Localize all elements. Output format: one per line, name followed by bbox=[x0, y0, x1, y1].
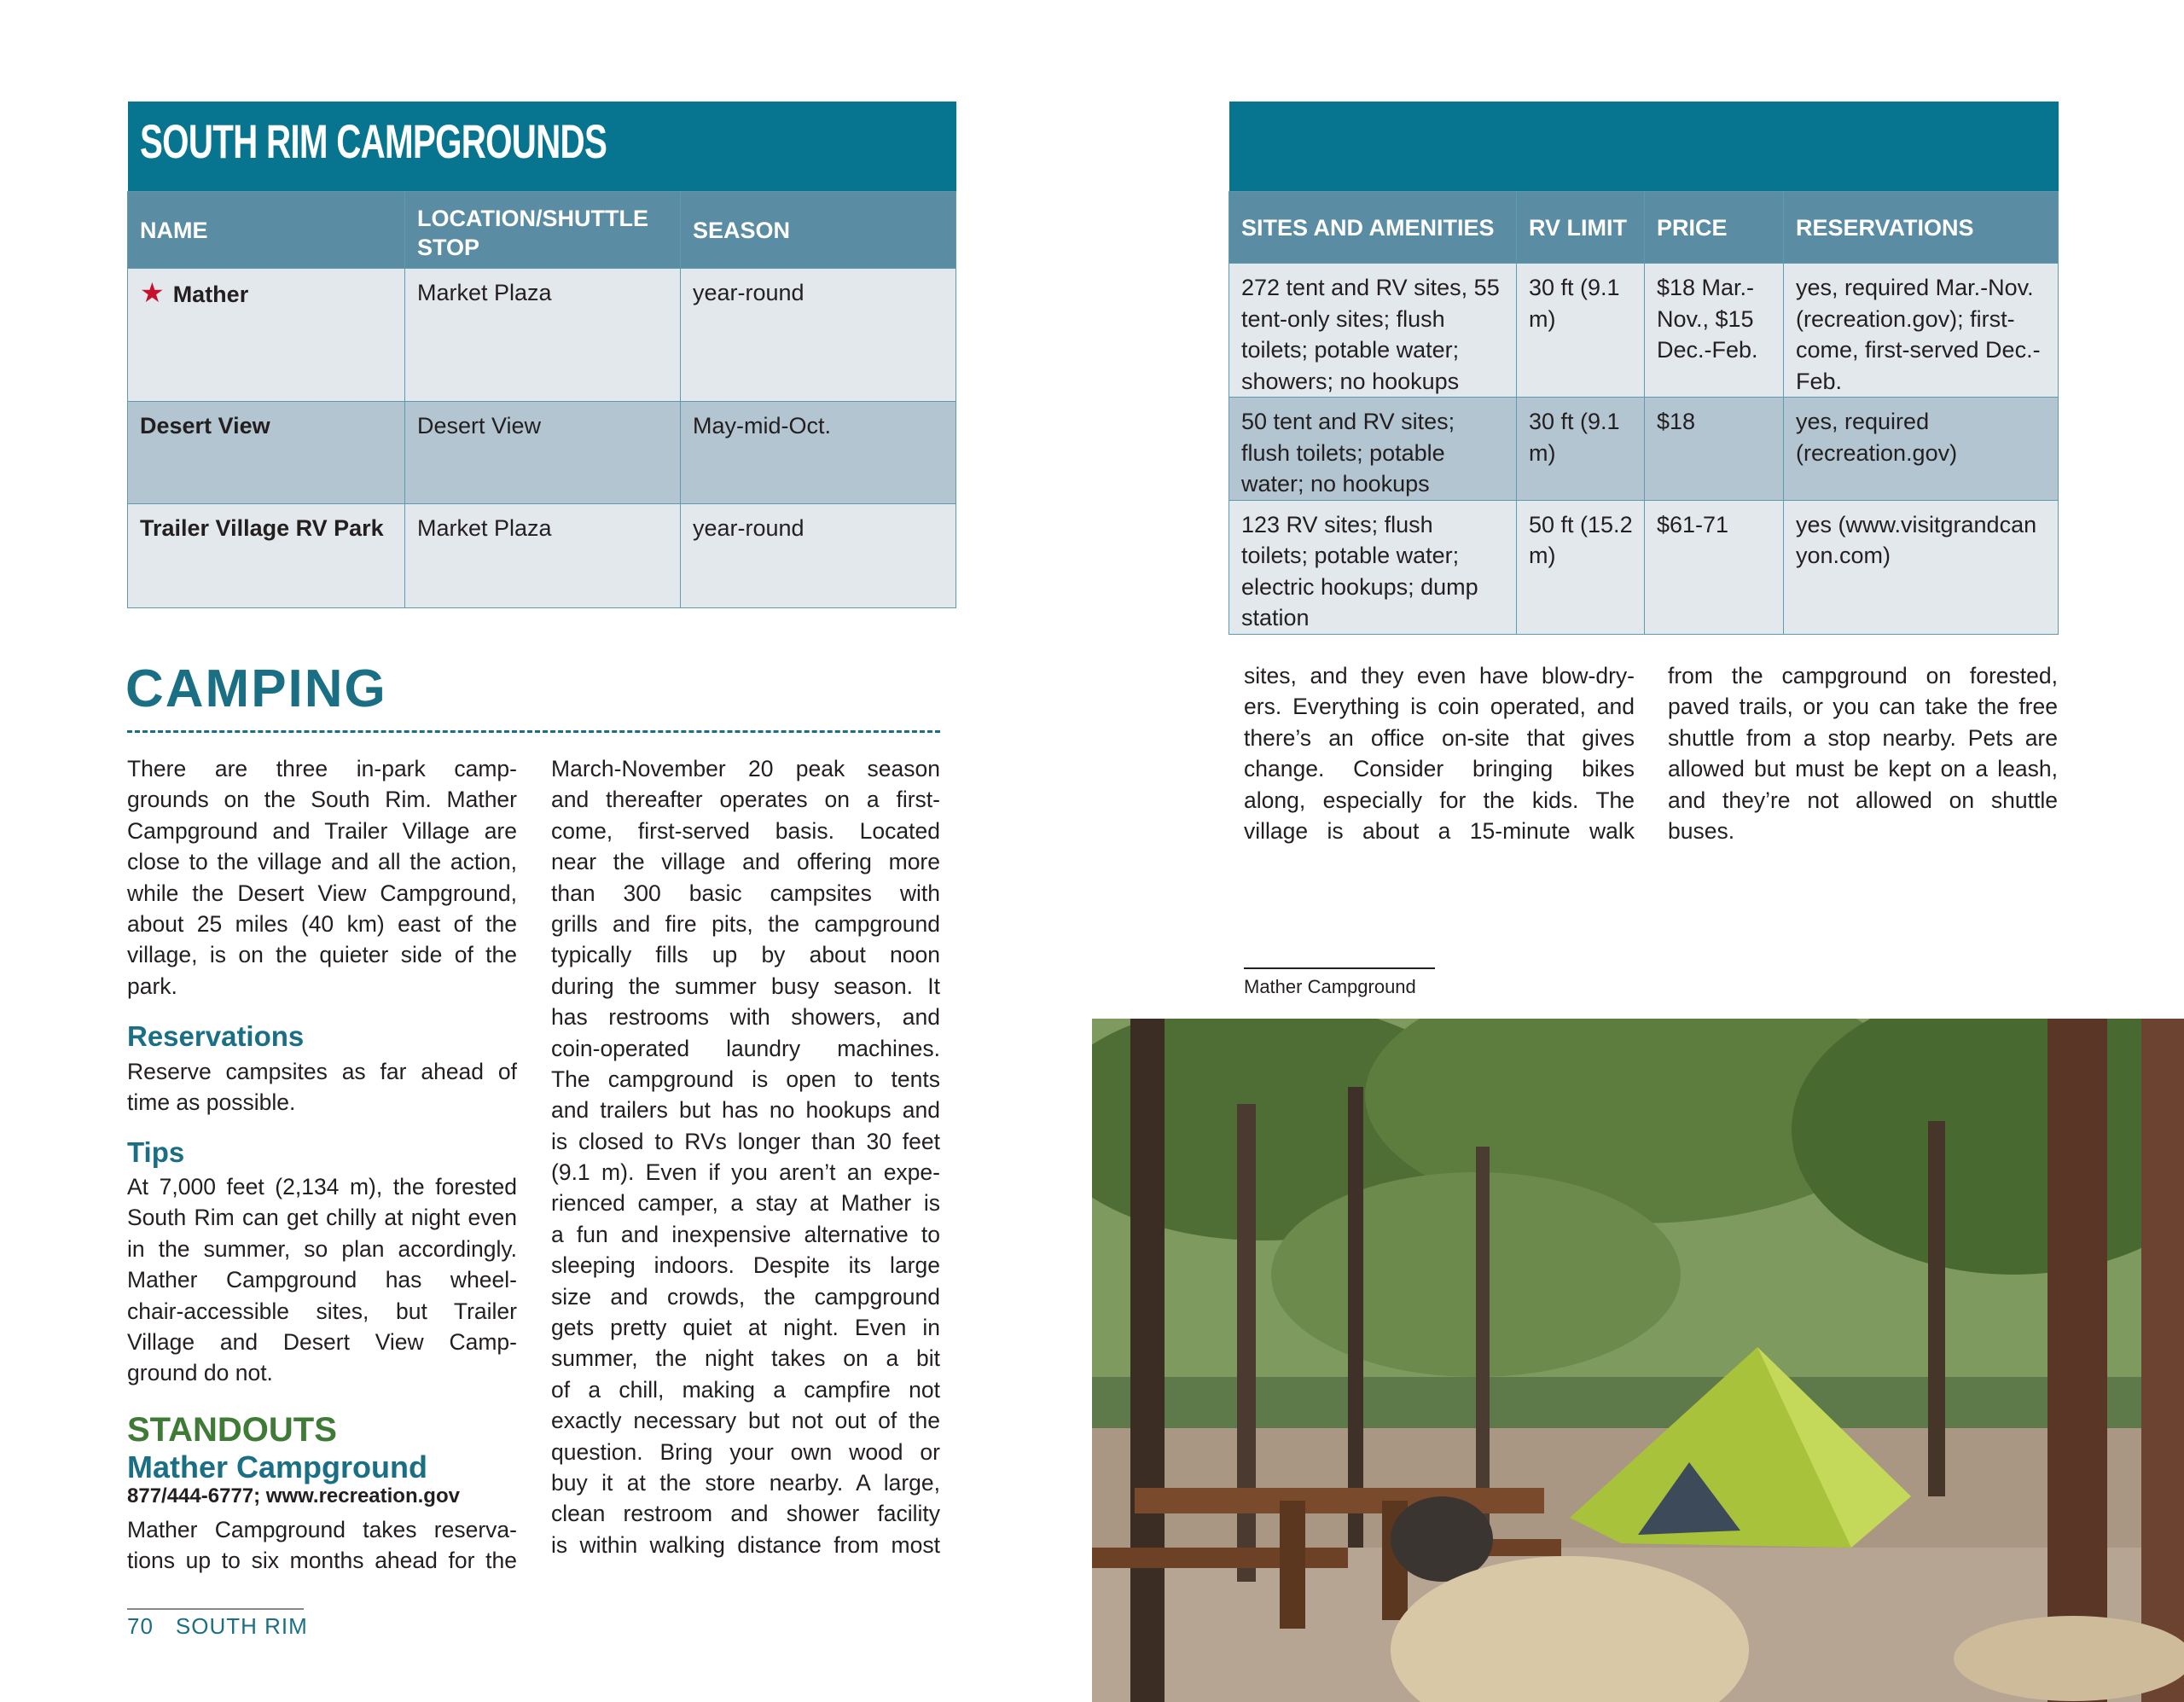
text-line: March-November 20 peak season bbox=[551, 756, 940, 781]
cell-price: $18 bbox=[1645, 398, 1784, 501]
text-line: and they’re not allowed on shuttle bbox=[1668, 787, 2058, 813]
cell-sites: 272 tent and RV sites, 55 tent-only sites; flush toilets; potable water; showers; no hookups bbox=[1229, 264, 1517, 398]
cell-location: Market Plaza bbox=[405, 504, 681, 608]
tips-text bbox=[127, 1171, 517, 1389]
table-row bbox=[128, 269, 956, 402]
text-line: in the summer, so plan accordingly. bbox=[127, 1235, 517, 1262]
text-line: there’s an office on-site that gives bbox=[1244, 724, 1635, 751]
mather-contact: 877/444-6777; www.recreation.gov bbox=[127, 1484, 460, 1507]
text-line: The campground is open to tents bbox=[551, 1066, 940, 1092]
dashed-divider bbox=[127, 730, 940, 733]
cell-rv-limit: 30 ft (9.1 m) bbox=[1517, 264, 1645, 398]
cell-season: year-round bbox=[681, 269, 956, 402]
column-header-location: LOCATION/SHUTTLE STOP bbox=[405, 192, 681, 269]
text-line: clean restroom and shower facility bbox=[551, 1501, 940, 1527]
text-line: park. bbox=[127, 973, 177, 999]
cell-season: May-mid-Oct. bbox=[681, 402, 956, 504]
text-line: has restrooms with showers, and bbox=[551, 1004, 940, 1031]
text-line: time as possible. bbox=[127, 1089, 296, 1116]
cell-sites: 50 tent and RV sites; flush toilets; potable water; no hookups bbox=[1229, 398, 1517, 501]
text-line: during the summer busy season. It bbox=[551, 973, 940, 999]
cell-reservations: yes (www.visitgrandcanyon.com) bbox=[1784, 500, 2059, 634]
section-heading-camping: CAMPING bbox=[125, 659, 387, 718]
mather-text bbox=[127, 1514, 517, 1577]
body-column-4 bbox=[1668, 660, 2058, 846]
page-number: 70 bbox=[127, 1613, 154, 1639]
photo-caption: Mather Campground bbox=[1244, 976, 1416, 997]
cell-reservations: yes, required (recreation.gov) bbox=[1784, 398, 2059, 501]
body-column-2 bbox=[551, 753, 940, 1560]
text-line: chair-accessible sites, but Trailer bbox=[127, 1298, 517, 1324]
table-title: SOUTH RIM CAMPGROUNDS bbox=[139, 114, 607, 169]
cell-name: Desert View bbox=[128, 402, 405, 504]
text-line: while the Desert View Campground, bbox=[127, 880, 517, 906]
text-line: Reserve campsites as far ahead of bbox=[127, 1059, 517, 1084]
text-line: (9.1 m). Even if you aren’t an expe- bbox=[551, 1159, 940, 1186]
table-row bbox=[1229, 264, 2059, 398]
text-line: than 300 basic campsites with bbox=[551, 880, 940, 906]
text-line: tions up to six months ahead for the bbox=[127, 1548, 517, 1574]
table-row bbox=[128, 402, 956, 504]
cell-season: year-round bbox=[681, 504, 956, 608]
text-line: summer, the night takes on a bit bbox=[551, 1345, 940, 1372]
column-header-reservations: RESERVATIONS bbox=[1784, 192, 2059, 264]
text-line: near the village and offering more bbox=[551, 849, 940, 875]
text-line: change. Consider bringing bikes bbox=[1244, 756, 1635, 782]
text-line: Village and Desert View Camp- bbox=[127, 1328, 517, 1355]
text-line: South Rim can get chilly at night even bbox=[127, 1205, 517, 1231]
cell-name: Trailer Village RV Park bbox=[128, 504, 405, 608]
text-line: coin-operated laundry machines. bbox=[551, 1035, 940, 1061]
caption-rule bbox=[1244, 967, 1435, 969]
text-line: There are three in-park camp- bbox=[127, 756, 517, 781]
column-header-name: NAME bbox=[128, 192, 405, 269]
cell-reservations: yes, required Mar.-Nov. (recreation.gov); first-come, first-served Dec.-Feb. bbox=[1784, 264, 2059, 398]
text-line: grounds on the South Rim. Mather bbox=[127, 787, 517, 813]
section-name: SOUTH RIM bbox=[175, 1613, 308, 1639]
text-line: and trailers but has no hookups and bbox=[551, 1097, 940, 1124]
text-line: grills and fire pits, the campground bbox=[551, 910, 940, 937]
cell-name bbox=[128, 269, 405, 402]
cell-location: Desert View bbox=[405, 402, 681, 504]
subheading-reservations: Reservations bbox=[127, 1020, 305, 1052]
text-line: village, is on the quieter side of the bbox=[127, 942, 517, 968]
column-header-rv-limit: RV LIMIT bbox=[1517, 192, 1645, 264]
table-row bbox=[1229, 398, 2059, 501]
cell-rv-limit: 30 ft (9.1 m) bbox=[1517, 398, 1645, 501]
standouts-heading: STANDOUTS bbox=[127, 1411, 337, 1449]
text-line: ers. Everything is coin operated, and bbox=[1244, 694, 1635, 720]
text-line: and thereafter operates on a first- bbox=[551, 787, 940, 813]
campground-photo bbox=[1092, 1019, 2184, 1702]
cell-price: $61-71 bbox=[1645, 500, 1784, 634]
reservations-text bbox=[127, 1056, 517, 1118]
text-line: a fun and inexpensive alternative to bbox=[551, 1221, 940, 1247]
text-line: Mather Campground has wheel- bbox=[127, 1267, 517, 1293]
text-line: exactly necessary but not out of the bbox=[551, 1408, 940, 1434]
text-line: question. Bring your own wood or bbox=[551, 1438, 940, 1465]
text-line: village is about a 15-minute walk bbox=[1244, 817, 1635, 844]
table-row bbox=[128, 504, 956, 608]
cell-location: Market Plaza bbox=[405, 269, 681, 402]
text-line: paved trails, or you can take the free bbox=[1668, 694, 2058, 720]
text-line: Mather Campground takes reserva- bbox=[127, 1517, 517, 1542]
text-line: of a chill, making a campfire not bbox=[551, 1376, 940, 1403]
text-line: size and crowds, the campground bbox=[551, 1283, 940, 1310]
text-line: Campground and Trailer Village are bbox=[127, 817, 517, 844]
text-line: ground do not. bbox=[127, 1360, 273, 1386]
cell-rv-limit: 50 ft (15.2 m) bbox=[1517, 500, 1645, 634]
text-line: At 7,000 feet (2,134 m), the forested bbox=[127, 1174, 517, 1200]
text-line: sites, and they even have blow-dry- bbox=[1244, 663, 1635, 688]
body-column-3 bbox=[1244, 660, 1635, 846]
star-icon: ★ bbox=[140, 277, 165, 308]
page-footer bbox=[127, 1613, 330, 1640]
text-line: allowed but must be kept on a leash, bbox=[1668, 756, 2058, 782]
table-row bbox=[1229, 500, 2059, 634]
campground-name: Mather bbox=[172, 282, 249, 307]
cell-price: $18 Mar.-Nov., $15 Dec.-Feb. bbox=[1645, 264, 1784, 398]
text-line: rienced camper, a stay at Mather is bbox=[551, 1190, 940, 1217]
column-header-sites: SITES AND AMENITIES bbox=[1229, 192, 1517, 264]
body-column-1 bbox=[127, 753, 517, 1002]
text-line: shuttle from a stop nearby. Pets are bbox=[1668, 724, 2058, 751]
text-line: from the campground on forested, bbox=[1668, 663, 2058, 688]
subheading-mather-campground: Mather Campground bbox=[127, 1449, 428, 1484]
column-header-price: PRICE bbox=[1645, 192, 1784, 264]
text-line: come, first-served basis. Located bbox=[551, 817, 940, 844]
footer-rule bbox=[127, 1608, 304, 1610]
text-line: close to the village and all the action, bbox=[127, 849, 517, 875]
column-header-season: SEASON bbox=[681, 192, 956, 269]
text-line: is within walking distance from most bbox=[551, 1531, 940, 1558]
table-title-band bbox=[1229, 102, 2059, 192]
text-line: sleeping indoors. Despite its large bbox=[551, 1252, 940, 1279]
campgrounds-table-right bbox=[1228, 102, 2059, 635]
subheading-tips: Tips bbox=[127, 1136, 185, 1168]
text-line: typically fills up by about noon bbox=[551, 942, 940, 968]
cell-sites: 123 RV sites; flush toilets; potable water; electric hookups; dump station bbox=[1229, 500, 1517, 634]
text-line: about 25 miles (40 km) east of the bbox=[127, 910, 517, 937]
text-line: along, especially for the kids. The bbox=[1244, 787, 1635, 813]
table-title-band bbox=[128, 102, 956, 192]
text-line: buy it at the store nearby. A large, bbox=[551, 1469, 940, 1496]
campgrounds-table-left bbox=[127, 102, 956, 608]
text-line: gets pretty quiet at night. Even in bbox=[551, 1315, 940, 1341]
text-line: is closed to RVs longer than 30 feet bbox=[551, 1128, 940, 1154]
text-line: buses. bbox=[1668, 817, 1735, 844]
